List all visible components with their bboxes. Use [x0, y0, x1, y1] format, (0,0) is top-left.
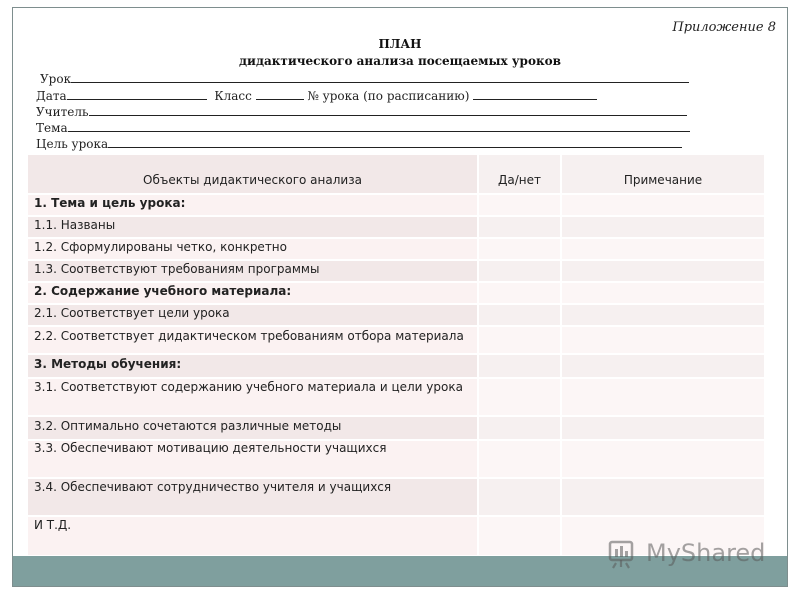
yes-no-cell[interactable] [479, 217, 560, 237]
myshared-logo-icon [608, 539, 638, 569]
table-row [28, 479, 764, 515]
note-cell[interactable] [562, 327, 764, 353]
table-row [28, 239, 764, 259]
field-lesson-no-label: № урока (по расписанию) [307, 89, 470, 103]
table-cell: 3.2. Оптимально сочетаются различные методы [34, 419, 342, 433]
table-row [28, 355, 764, 377]
field-date-line[interactable] [67, 88, 207, 100]
field-topic-label: Тема [36, 121, 68, 135]
field-topic [36, 120, 690, 135]
field-lesson-label: Урок [40, 72, 72, 86]
table-cell: 3.1. Соответствуют содержанию учебного материала и цели урока [34, 380, 463, 394]
table-row [28, 195, 764, 215]
yes-no-cell[interactable] [479, 517, 560, 555]
yes-no-cell[interactable] [479, 305, 560, 325]
yes-no-cell[interactable] [479, 261, 560, 281]
table-row [28, 261, 764, 281]
column-divider [560, 155, 562, 555]
yes-no-cell[interactable] [479, 355, 560, 377]
field-goal-label: Цель урока [36, 137, 109, 151]
table-cell: 1.3. Соответствуют требованиям программы [34, 262, 320, 276]
note-cell[interactable] [562, 195, 764, 215]
table-cell: 2.2. Соответствует дидактическом требованиям отбора материала [34, 329, 464, 343]
field-lesson-no-line[interactable] [473, 88, 597, 100]
yes-no-cell[interactable] [479, 327, 560, 353]
document-title: ПЛАН [378, 37, 422, 51]
yes-no-cell[interactable] [479, 479, 560, 515]
table-row [28, 441, 764, 477]
table-row [28, 417, 764, 439]
yes-no-cell[interactable] [479, 239, 560, 259]
document-subtitle: дидактического анализа посещаемых уроков [239, 54, 561, 68]
table-row [28, 305, 764, 325]
table-cell: 1. Тема и цель урока: [34, 196, 186, 210]
field-teacher [36, 104, 687, 119]
yes-no-cell[interactable] [479, 417, 560, 439]
table-cell: И Т.Д. [34, 518, 72, 532]
field-teacher-label: Учитель [36, 105, 89, 119]
note-cell[interactable] [562, 417, 764, 439]
column-divider [477, 155, 479, 555]
field-class-label: Класс [214, 89, 252, 103]
table-header-row [28, 155, 764, 193]
yes-no-cell[interactable] [479, 379, 560, 415]
field-lesson [40, 71, 689, 86]
field-topic-line[interactable] [68, 120, 690, 132]
appendix-label: Приложение 8 [672, 20, 776, 35]
field-class-line[interactable] [256, 88, 304, 100]
yes-no-cell[interactable] [479, 441, 560, 477]
note-cell[interactable] [562, 355, 764, 377]
header-note: Примечание [562, 155, 764, 193]
field-teacher-line[interactable] [89, 104, 687, 116]
table-cell: 2.1. Соответствует цели урока [34, 306, 230, 320]
watermark-text: MyShared [646, 539, 766, 567]
table-row [28, 283, 764, 303]
field-date-row [36, 88, 597, 103]
table-cell: 2. Содержание учебного материала: [34, 284, 292, 298]
table-row [28, 327, 764, 353]
analysis-table [28, 155, 764, 555]
table-cell: 1.1. Названы [34, 218, 116, 232]
field-lesson-line[interactable] [71, 71, 689, 83]
table-row [28, 217, 764, 237]
note-cell[interactable] [562, 239, 764, 259]
note-cell[interactable] [562, 283, 764, 303]
yes-no-cell[interactable] [479, 283, 560, 303]
table-row [28, 379, 764, 415]
note-cell[interactable] [562, 479, 764, 515]
yes-no-cell[interactable] [479, 195, 560, 215]
table-cell: 3.3. Обеспечивают мотивацию деятельности учащихся [34, 441, 387, 455]
note-cell[interactable] [562, 261, 764, 281]
field-goal-line[interactable] [108, 136, 682, 148]
note-cell[interactable] [562, 217, 764, 237]
note-cell[interactable] [562, 441, 764, 477]
field-goal [36, 136, 682, 151]
watermark [608, 535, 768, 575]
note-cell[interactable] [562, 305, 764, 325]
table-cell: 3.4. Обеспечивают сотрудничество учителя и учащихся [34, 480, 392, 494]
table-cell: 3. Методы обучения: [34, 357, 182, 371]
table-cell: 1.2. Сформулированы четко, конкретно [34, 240, 287, 254]
header-objects: Объекты дидактического анализа [143, 173, 362, 187]
header-yes-no: Да/нет [479, 155, 560, 193]
field-date-label: Дата [36, 89, 67, 103]
note-cell[interactable] [562, 379, 764, 415]
